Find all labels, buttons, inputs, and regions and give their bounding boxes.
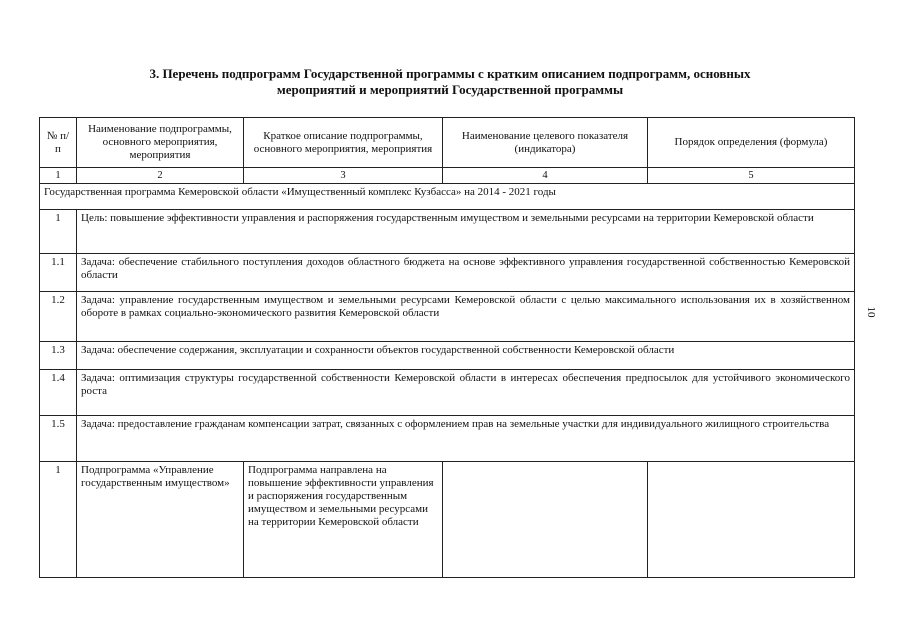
subprogram-list-table <box>39 117 855 578</box>
task-number: 1.2 <box>40 292 77 342</box>
task-row <box>40 342 855 370</box>
goal-number: 1 <box>40 210 77 254</box>
subprogram-number: 1 <box>40 462 77 578</box>
column-number-row <box>40 168 855 184</box>
task-number: 1.4 <box>40 370 77 416</box>
header-name: Наименование подпрограммы, основного мероприятия, мероприятия <box>77 118 244 168</box>
subprogram-description: Подпрограмма направлена на повышение эффективности управления и распоряжения государственным имуществом и земельными ресурсами на территории Кемеровской области <box>244 462 443 578</box>
page-number: 10 <box>865 306 877 318</box>
task-text: Задача: управление государственным имуществом и земельными ресурсами Кемеровской области с целью максимального использования их в хозяйственном обороте в рамках социально-экономического развития Кемеровской области <box>77 292 855 342</box>
header-description: Краткое описание подпрограммы, основного мероприятия, мероприятия <box>244 118 443 168</box>
task-text: Задача: оптимизация структуры государственной собственности Кемеровской области в интересах обеспечения предпосылок для устойчивого экономического роста <box>77 370 855 416</box>
task-number: 1.3 <box>40 342 77 370</box>
header-indicator: Наименование целевого показателя (индикатора) <box>443 118 648 168</box>
goal-text: Цель: повышение эффективности управления и распоряжения государственным имуществом и земельными ресурсами на территории Кемеровской области <box>77 210 855 254</box>
task-number: 1.1 <box>40 254 77 292</box>
task-row <box>40 292 855 342</box>
header-number: № п/п <box>40 118 77 168</box>
subprogram-indicator <box>443 462 648 578</box>
subprogram-row <box>40 462 855 578</box>
column-number: 5 <box>648 168 855 184</box>
task-row <box>40 254 855 292</box>
column-number: 4 <box>443 168 648 184</box>
goal-row <box>40 210 855 254</box>
task-text: Задача: обеспечение содержания, эксплуатации и сохранности объектов государственной собственности Кемеровской области <box>77 342 855 370</box>
task-text: Задача: предоставление гражданам компенсации затрат, связанных с оформлением прав на земельные участки для индивидуального жилищного строительства <box>77 416 855 462</box>
section-title <box>40 66 860 98</box>
program-name-row <box>40 184 855 210</box>
section-title-line-2: мероприятий и мероприятий Государственной программы <box>276 82 624 97</box>
section-title-line-1: 3. Перечень подпрограмм Государственной программы с кратким описанием подпрограмм, основных <box>149 66 751 81</box>
task-row <box>40 416 855 462</box>
task-number: 1.5 <box>40 416 77 462</box>
column-number: 1 <box>40 168 77 184</box>
column-number: 3 <box>244 168 443 184</box>
task-row <box>40 370 855 416</box>
subprogram-formula <box>648 462 855 578</box>
task-text: Задача: обеспечение стабильного поступления доходов областного бюджета на основе эффективного управления государственной собственностью Кемеровской области <box>77 254 855 292</box>
header-row <box>40 118 855 168</box>
column-number: 2 <box>77 168 244 184</box>
program-name: Государственная программа Кемеровской области «Имущественный комплекс Кузбасса» на 2014 - 2021 годы <box>40 184 855 210</box>
subprogram-name: Подпрограмма «Управление государственным имуществом» <box>77 462 244 578</box>
header-formula: Порядок определения (формула) <box>648 118 855 168</box>
